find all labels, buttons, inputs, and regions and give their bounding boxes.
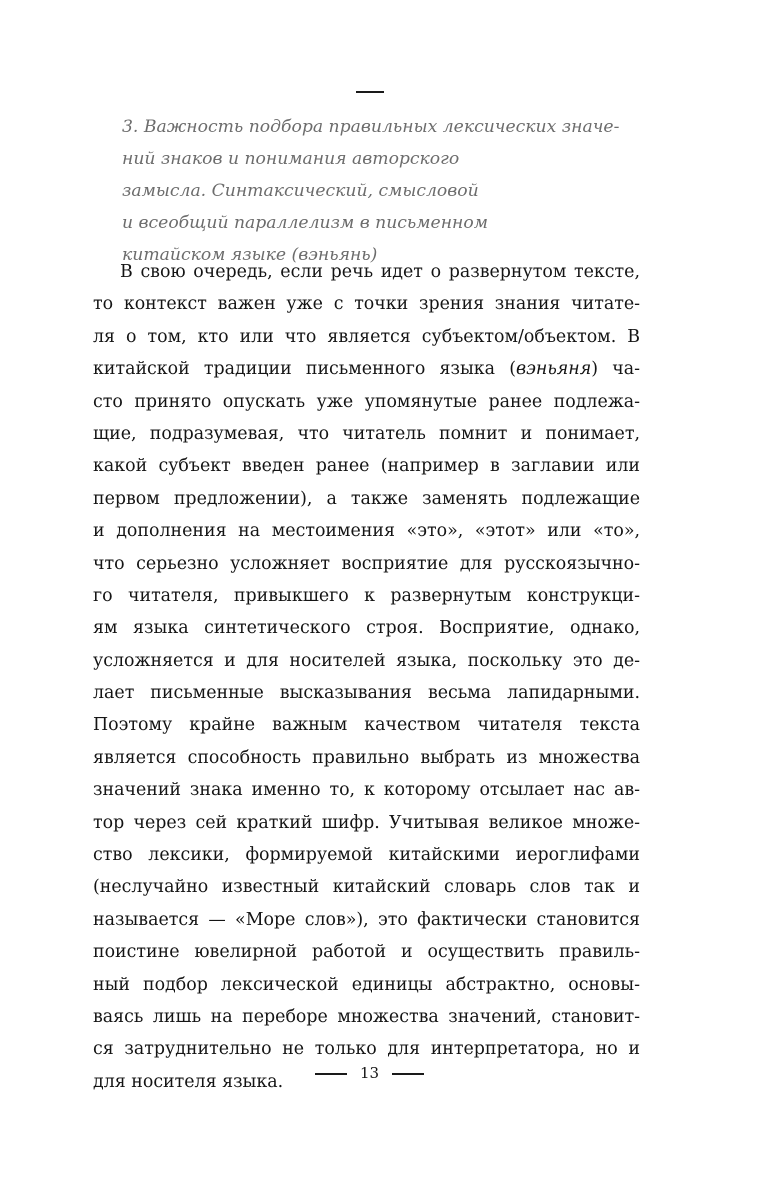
text-segment: Поэтому крайне важным качеством читателя текста — [93, 715, 640, 736]
text-segment: сто принято опускать уже упомянутые ранее подлежа- — [93, 391, 640, 412]
heading-line: 3. Важность подбора правильных лексических значе- — [122, 117, 620, 137]
text-segment: ям языка синтетического строя. Восприятие, однако, — [93, 618, 640, 639]
text-segment: ваясь лишь на переборе множества значений, становит- — [93, 1006, 640, 1027]
text-segment: китайской традиции письменного языка ( — [93, 359, 516, 380]
text-line — [93, 450, 640, 482]
footer-rule-left — [315, 1073, 347, 1075]
text-segment: ся затруднительно не только для интерпретатора, но и — [93, 1039, 640, 1060]
text-segment: ный подбор лексической единицы абстрактно, основы- — [93, 974, 640, 995]
text-segment: поистине ювелирной работой и осуществить правиль- — [93, 942, 640, 963]
text-segment: ля о том, кто или что является субъектом/объектом. В — [93, 326, 640, 347]
text-segment: го читателя, привыкшего к развернутым конструкци- — [93, 585, 640, 606]
text-segment: и дополнения на местоимения «это», «этот» или «то», — [93, 521, 640, 542]
heading-line: замысла. Синтаксический, смысловой — [122, 181, 479, 201]
text-line — [93, 353, 640, 385]
text-line — [93, 515, 640, 547]
text-segment: называется — «Море слов»), это фактически становится — [93, 909, 640, 930]
body-paragraph — [93, 256, 640, 1098]
text-segment: усложняется и для носителей языка, поскольку это де- — [93, 650, 640, 671]
text-line — [93, 418, 640, 450]
footer-rule-right — [392, 1073, 424, 1075]
italic-term: вэньяня — [516, 359, 592, 380]
text-segment: что серьезно усложняет восприятие для русскоязычно- — [93, 553, 640, 574]
text-line — [93, 871, 640, 903]
section-heading — [122, 111, 642, 271]
page-number: 13 — [359, 1064, 380, 1082]
text-segment: значений знака именно то, к которому отсылает нас ав- — [93, 780, 640, 801]
text-segment: для носителя языка. — [93, 1071, 284, 1092]
text-line — [93, 288, 640, 320]
text-line — [93, 677, 640, 709]
text-line — [93, 1001, 640, 1033]
text-line — [93, 386, 640, 418]
text-line — [93, 483, 640, 515]
text-line — [93, 709, 640, 741]
text-line — [93, 936, 640, 968]
heading-line: ний знаков и понимания авторского — [122, 149, 460, 169]
heading-line: и всеобщий параллелизм в письменном — [122, 213, 488, 233]
text-line — [93, 742, 640, 774]
text-line — [93, 969, 640, 1001]
page-footer — [0, 1061, 768, 1085]
text-segment: то контекст важен уже с точки зрения знания читате- — [93, 294, 640, 315]
text-segment: лает письменные высказывания весьма лапидарными. — [93, 683, 640, 704]
top-rule — [356, 91, 384, 93]
text-line — [93, 580, 640, 612]
text-segment: щие, подразумевая, что читатель помнит и понимает, — [93, 423, 640, 444]
text-segment: какой субъект введен ранее (например в заглавии или — [93, 456, 640, 477]
text-line — [93, 548, 640, 580]
text-segment: ство лексики, формируемой китайскими иероглифами — [93, 845, 640, 866]
text-line — [93, 645, 640, 677]
text-line — [93, 256, 640, 288]
text-line — [93, 807, 640, 839]
text-segment: (неслучайно известный китайский словарь слов так и — [93, 877, 640, 898]
text-segment: является способность правильно выбрать из множества — [93, 747, 640, 768]
heading-line: китайском языке (вэньянь) — [122, 245, 378, 265]
text-line — [93, 612, 640, 644]
text-segment: первом предложении), а также заменять подлежащие — [93, 488, 640, 509]
text-segment: ) ча- — [591, 359, 640, 380]
text-line — [93, 839, 640, 871]
text-segment: В свою очередь, если речь идет о развернутом тексте, — [120, 262, 640, 282]
text-line — [93, 774, 640, 806]
text-segment: тор через сей краткий шифр. Учитывая великое множе- — [93, 812, 640, 833]
text-line — [93, 904, 640, 936]
text-line — [93, 321, 640, 353]
